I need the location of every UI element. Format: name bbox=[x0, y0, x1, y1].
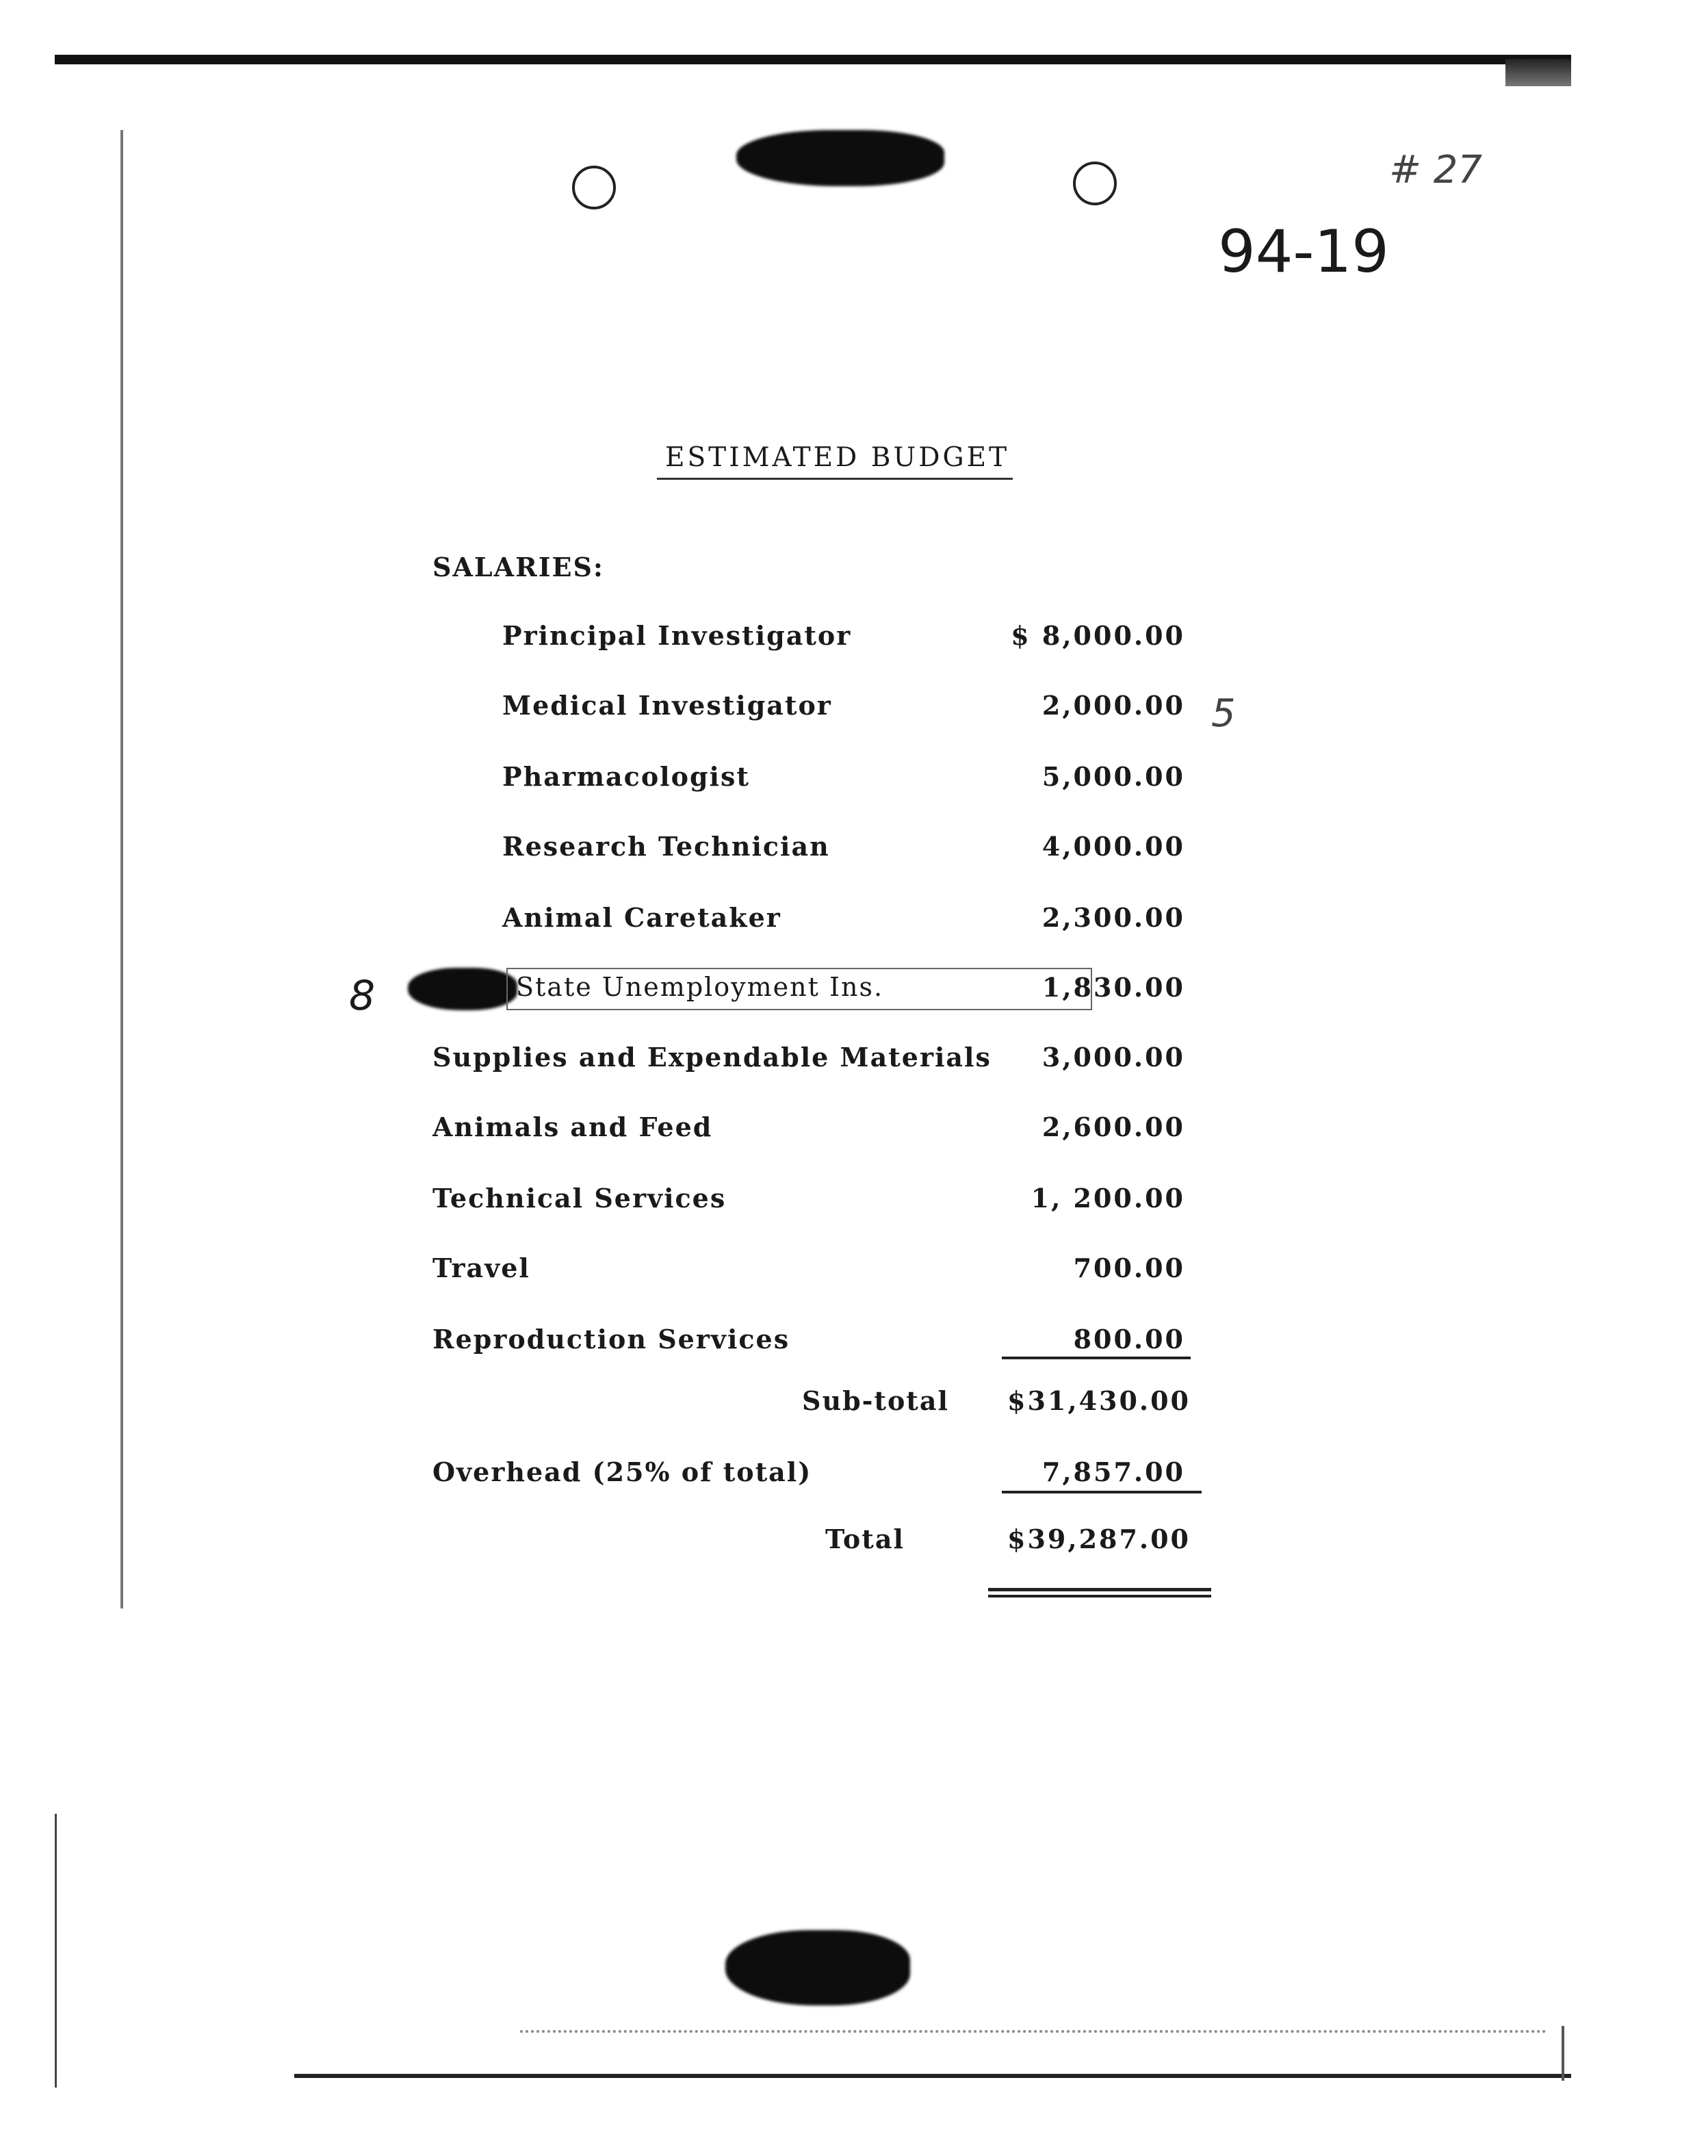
scan-edge-bottom bbox=[294, 2074, 1571, 2078]
total-rule bbox=[1002, 1491, 1202, 1493]
title-underline bbox=[657, 478, 1013, 480]
subtotal-rule bbox=[1002, 1357, 1191, 1359]
line-item-amount: $ 8,000.00 bbox=[1011, 620, 1185, 651]
total-double-rule-bottom bbox=[988, 1595, 1211, 1597]
subtotal-label: Sub-total bbox=[802, 1385, 949, 1416]
page-edge-left bbox=[120, 130, 123, 1608]
line-item-amount: 4,000.00 bbox=[1041, 831, 1185, 862]
redaction-top bbox=[736, 130, 944, 186]
line-item-amount: 5,000.00 bbox=[1041, 761, 1185, 792]
line-item-label: State Unemployment Ins. bbox=[516, 972, 884, 1002]
punch-hole-left bbox=[572, 166, 616, 209]
line-item-label: Reproduction Services bbox=[432, 1324, 790, 1355]
line-item-label: Principal Investigator bbox=[502, 620, 852, 651]
total-amount: $39,287.00 bbox=[1007, 1524, 1191, 1554]
scan-noise-bottom bbox=[520, 2030, 1547, 2037]
handwritten-doc-number: 94-19 bbox=[1218, 218, 1389, 286]
total-label: Total bbox=[825, 1524, 905, 1554]
subtotal-amount: $31,430.00 bbox=[1007, 1385, 1191, 1416]
scan-edge-top bbox=[55, 55, 1571, 64]
line-item-amount: 2,600.00 bbox=[1041, 1112, 1185, 1142]
line-item-amount: 1,830.00 bbox=[1041, 972, 1185, 1003]
line-item-amount: 700.00 bbox=[1073, 1253, 1185, 1283]
line-item-label: Technical Services bbox=[432, 1183, 727, 1214]
handwritten-note: # 27 bbox=[1389, 148, 1482, 192]
scan-edge-top-right bbox=[1505, 59, 1571, 86]
line-item-label: Supplies and Expendable Materials bbox=[432, 1042, 992, 1073]
redaction-margin bbox=[408, 968, 517, 1010]
line-item-amount: 1, 200.00 bbox=[1031, 1183, 1185, 1214]
line-item-label: Animal Caretaker bbox=[502, 902, 781, 933]
overhead-amount: 7,857.00 bbox=[1041, 1456, 1185, 1487]
handwritten-side-mark: 5 bbox=[1211, 691, 1236, 736]
handwritten-margin-mark: 8 bbox=[349, 972, 376, 1020]
page-edge-right-lower bbox=[1562, 2026, 1564, 2081]
line-item-label: Medical Investigator bbox=[502, 690, 832, 721]
line-item-amount: 2,300.00 bbox=[1041, 902, 1185, 933]
redaction-bottom bbox=[725, 1930, 910, 2005]
line-item-label: Pharmacologist bbox=[502, 761, 750, 792]
line-item-label: Travel bbox=[432, 1253, 530, 1283]
page-edge-left-lower bbox=[55, 1814, 57, 2088]
line-item-label: Research Technician bbox=[502, 831, 830, 862]
line-item-amount: 2,000.00 bbox=[1041, 690, 1185, 721]
salaries-heading: SALARIES: bbox=[432, 552, 604, 582]
total-double-rule-top bbox=[988, 1588, 1211, 1591]
line-item-amount: 800.00 bbox=[1073, 1324, 1185, 1355]
punch-hole-right bbox=[1073, 162, 1117, 205]
line-item-amount: 3,000.00 bbox=[1041, 1042, 1185, 1073]
line-item-label: Animals and Feed bbox=[432, 1112, 713, 1142]
overhead-label: Overhead (25% of total) bbox=[432, 1456, 812, 1487]
document-title: ESTIMATED BUDGET bbox=[665, 442, 1010, 473]
